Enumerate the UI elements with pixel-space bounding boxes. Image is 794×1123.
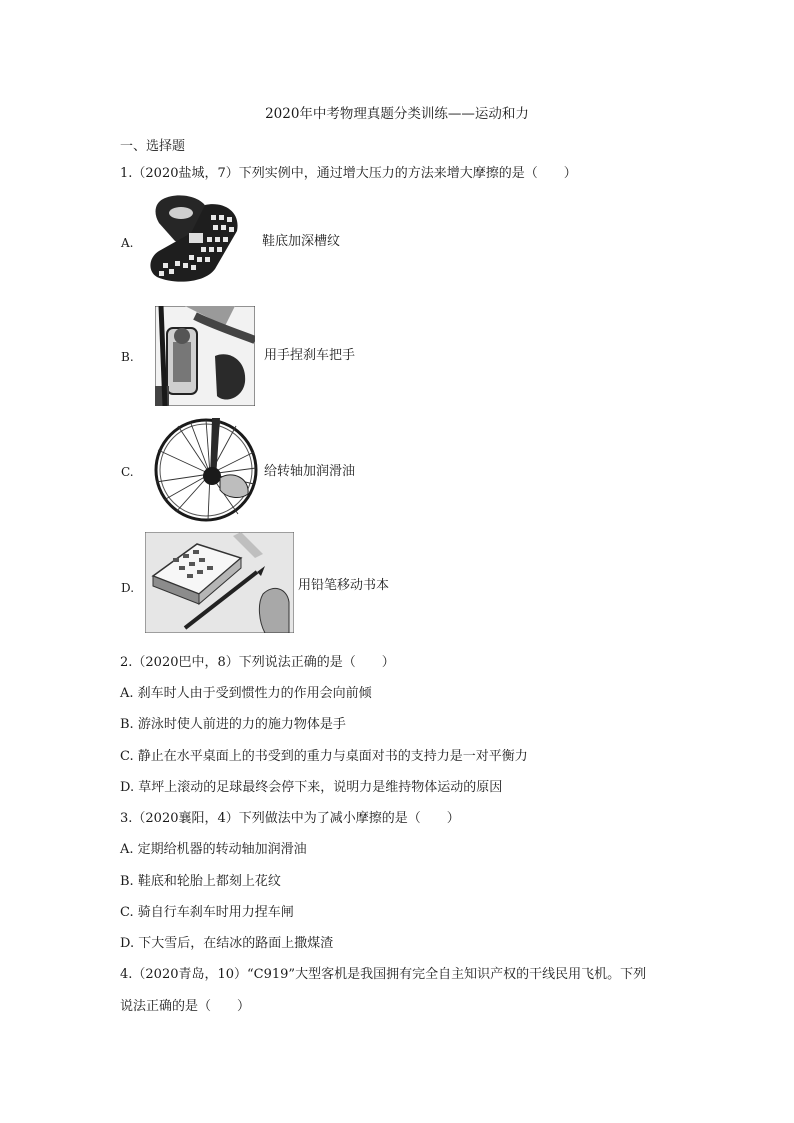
bike-brake-icon <box>155 306 255 406</box>
q1-option-c-text: 给转轴加润滑油 <box>264 464 356 479</box>
question-3-stem: 3.（2020襄阳，4）下列做法中为了减小摩擦的是（ ） <box>120 811 460 826</box>
bike-wheel-icon <box>150 418 262 522</box>
q2-option-b: B. 游泳时使人前进的力的施力物体是手 <box>120 717 346 732</box>
q1-option-d-text: 用铅笔移动书本 <box>298 578 390 593</box>
q1-option-b-text: 用手捏刹车把手 <box>264 348 356 363</box>
q1-option-a-text: 鞋底加深槽纹 <box>262 234 341 249</box>
q1-option-d-label: D. <box>121 581 135 595</box>
question-4-stem-continued: 说法正确的是（ ） <box>120 999 251 1014</box>
q3-option-c: C. 骑自行车刹车时用力捏车闸 <box>120 905 294 920</box>
question-2-stem: 2.（2020巴中，8）下列说法正确的是（ ） <box>120 655 395 670</box>
q1-option-b-label: B. <box>121 350 134 364</box>
q2-option-c: C. 静止在水平桌面上的书受到的重力与桌面对书的支持力是一对平衡力 <box>120 749 528 764</box>
question-4-stem: 4.（2020青岛，10）“C919”大型客机是我国拥有完全自主知识产权的干线民用飞机。下列 <box>120 967 647 982</box>
q2-option-d: D. 草坪上滚动的足球最终会停下来，说明力是维持物体运动的原因 <box>120 780 503 795</box>
q2-option-a: A. 刹车时人由于受到惯性力的作用会向前倾 <box>120 686 372 701</box>
shoe-sole-icon <box>145 193 245 285</box>
q3-option-b: B. 鞋底和轮胎上都刻上花纹 <box>120 874 281 889</box>
question-1-stem: 1.（2020盐城，7）下列实例中，通过增大压力的方法来增大摩擦的是（ ） <box>120 166 577 181</box>
page-title: 2020年中考物理真题分类训练——运动和力 <box>265 106 529 122</box>
q3-option-a: A. 定期给机器的转动轴加润滑油 <box>120 842 307 857</box>
q1-option-c-label: C. <box>121 465 134 479</box>
q3-option-d: D. 下大雪后，在结冰的路面上撒煤渣 <box>120 936 334 951</box>
pencil-book-icon <box>145 532 294 633</box>
section-heading: 一、选择题 <box>120 139 186 154</box>
q1-option-a-label: A. <box>121 236 134 250</box>
